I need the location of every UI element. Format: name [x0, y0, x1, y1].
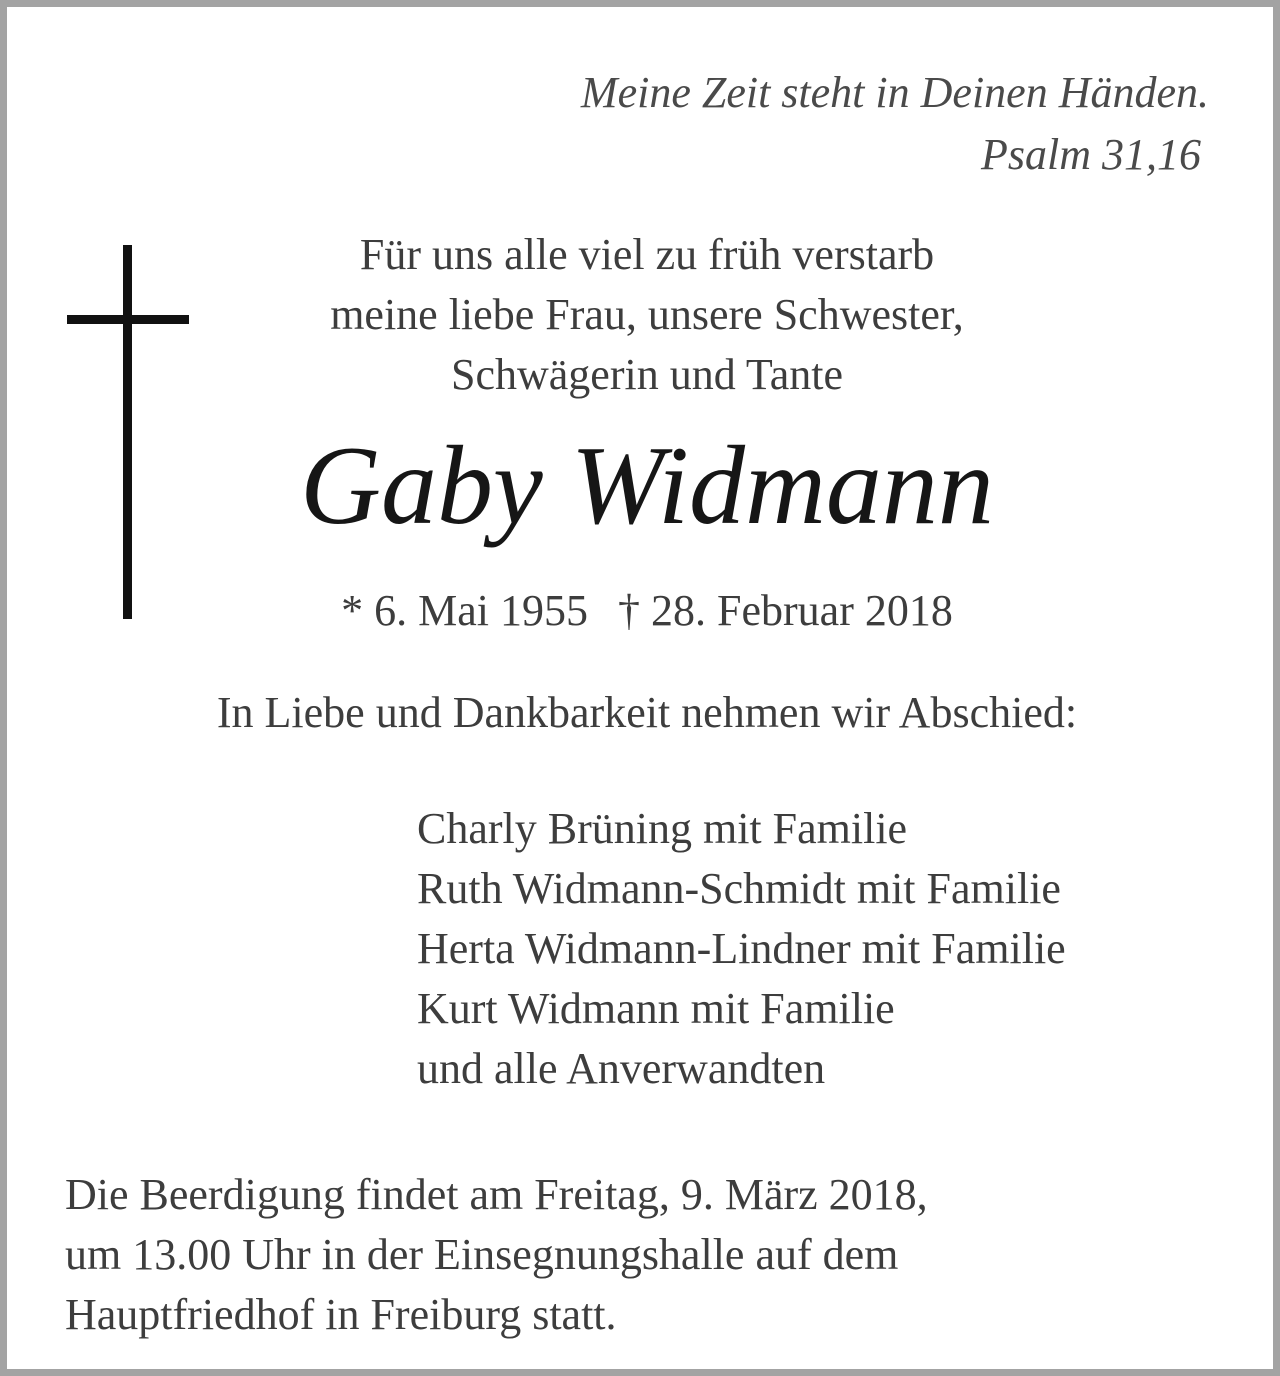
- birth-date: * 6. Mai 1955: [341, 586, 589, 635]
- intro-line: Schwägerin und Tante: [450, 350, 843, 399]
- mourner-item: Ruth Widmann-Schmidt mit Familie: [417, 864, 1061, 913]
- mourner-item: Kurt Widmann mit Familie: [417, 984, 895, 1033]
- intro-line: Für uns alle viel zu früh verstarb: [359, 230, 935, 279]
- motto-quote: Meine Zeit steht in Deinen Händen.: [580, 68, 1209, 117]
- funeral-line: Hauptfriedhof in Freiburg statt.: [65, 1290, 617, 1339]
- death-date: † 28. Februar 2018: [618, 586, 953, 635]
- mourner-item: Herta Widmann-Lindner mit Familie: [417, 924, 1066, 973]
- intro-text: [147, 225, 1147, 405]
- funeral-line: um 13.00 Uhr in der Einsegnungshalle auf dem: [65, 1230, 899, 1279]
- deceased-name: Gaby Widmann: [300, 424, 994, 548]
- cross-vertical-bar: [123, 245, 132, 619]
- life-dates: [147, 583, 1147, 639]
- mourner-item: und alle Anverwandten: [417, 1044, 826, 1093]
- motto-reference: Psalm 31,16: [981, 130, 1201, 179]
- funeral-info: [65, 1165, 928, 1345]
- funeral-line: Die Beerdigung findet am Freitag, 9. März 2018,: [65, 1170, 928, 1219]
- intro-line: meine liebe Frau, unsere Schwester,: [330, 290, 964, 339]
- mourners-list: [417, 799, 1066, 1099]
- farewell-text: In Liebe und Dankbarkeit nehmen wir Abschied:: [216, 688, 1078, 737]
- mourner-item: Charly Brüning mit Familie: [417, 804, 908, 853]
